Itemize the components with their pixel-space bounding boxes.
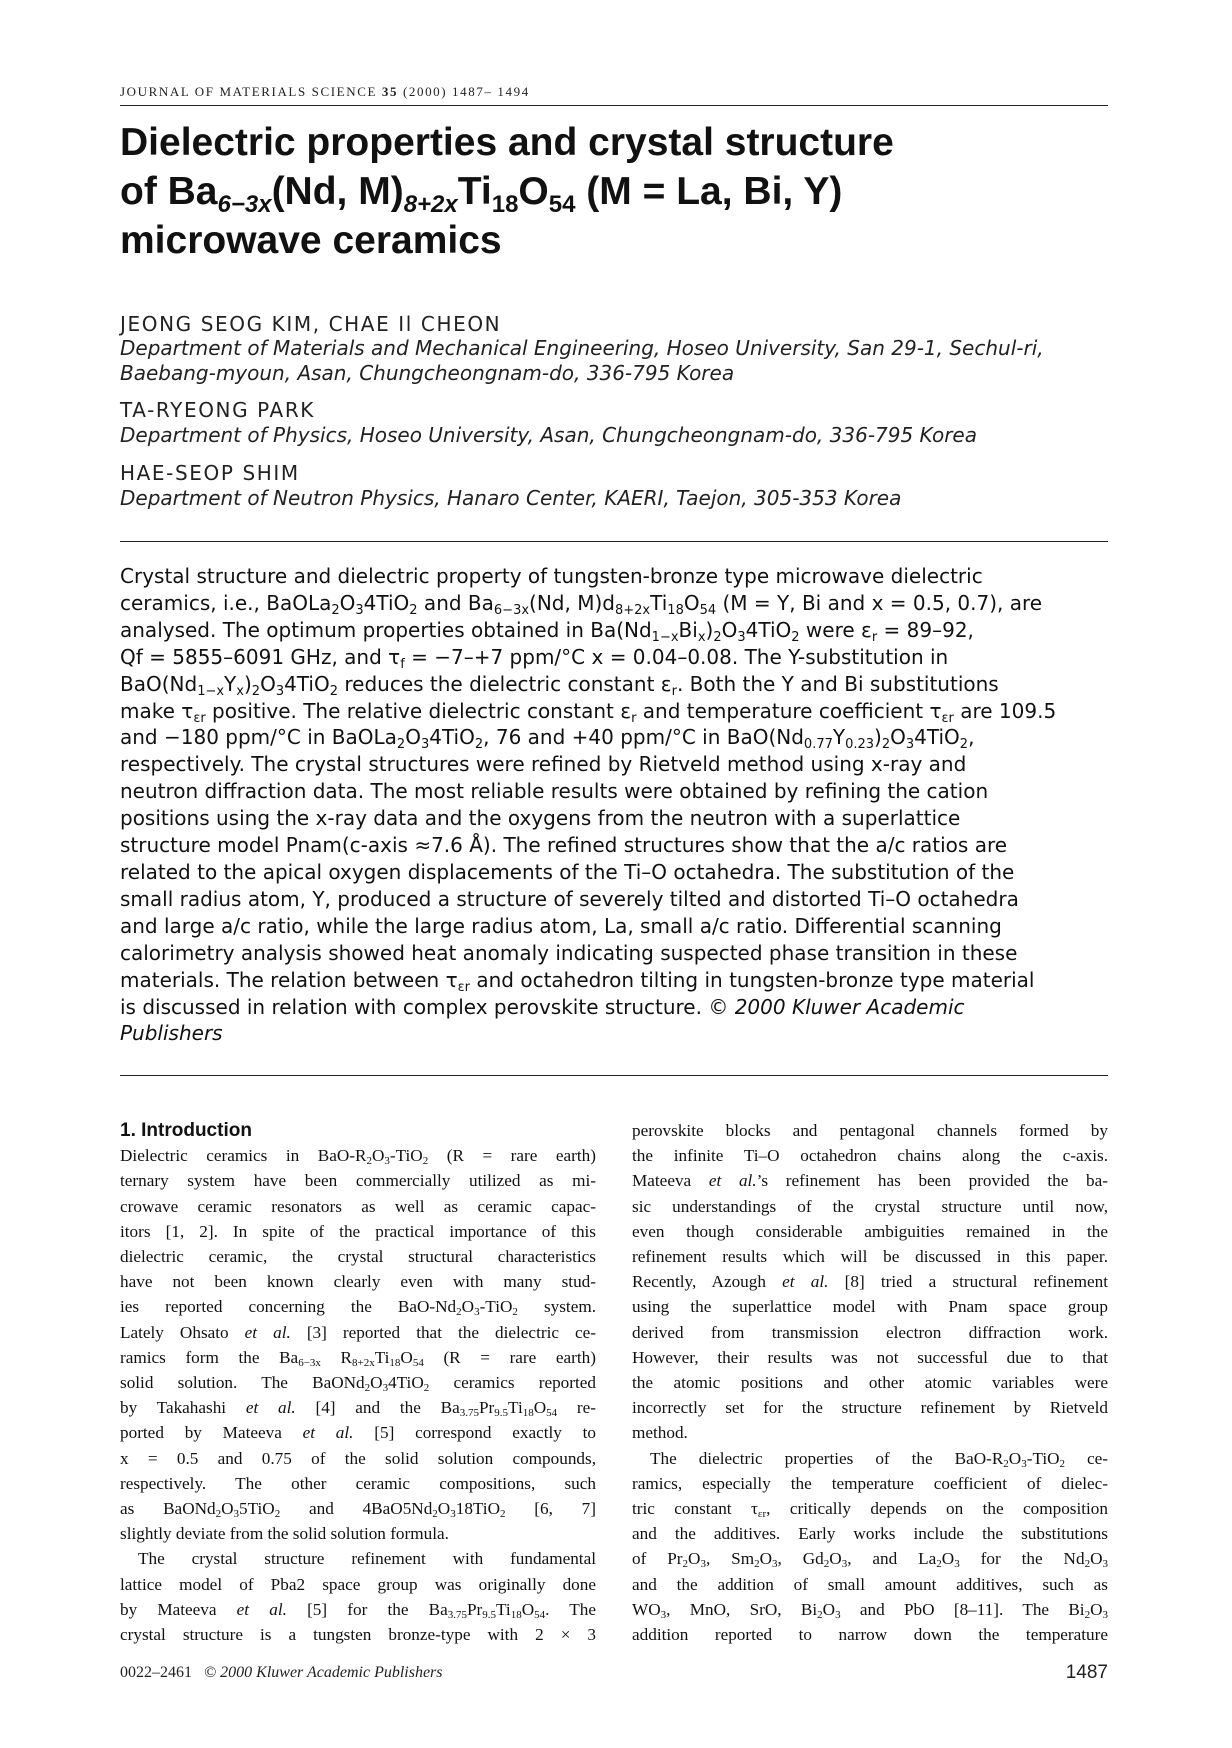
paper-title: Dielectric properties and crystal structure of $Ba_{6-3x}(Nd$, $M)_{8+2x}Ti_{18}O_{54}$ (M = La, Bi, Y) microwave ceramics	[120, 121, 894, 262]
author-affiliation: Department of Physics, Hoseo University, Asan, Chungcheongnam-do, 336-795 Korea	[120, 423, 977, 447]
author-names: JEONG SEOG KIM, CHAE Il CHEON	[120, 312, 502, 336]
page-number: 1487	[1065, 1662, 1108, 1683]
journal-volume: 35	[381, 84, 399, 99]
footer-copyright: © 2000 Kluwer Academic Publishers	[204, 1664, 443, 1681]
abstract-bottom-rule	[120, 1075, 1108, 1076]
author-affiliation: Department of Materials and Mechanical Engineering, Hoseo University, San 29-1, Sechul-ri, Baebang-myoun, Asan, Chungcheongnam-do, 336-795 Korea	[120, 336, 1044, 385]
footer-issn: 0022–2461 © 2000 Kluwer Academic Publishers	[120, 1664, 443, 1681]
journal-header: JOURNAL OF MATERIALS SCIENCE 35 (2000) 1487– 1494	[120, 84, 530, 99]
author-affiliation: Department of Neutron Physics, Hanaro Center, KAERI, Taejon, 305-353 Korea	[120, 486, 902, 510]
body-left-column: 1. Introduction Dielectric ceramics in BaO-$R_2O_3-TiO_2$ (R = rare earth) ternary system have been commercially utilized as mi- crowave ceramic resonators as well as ceramic capac- itors [1, 2]. In spite of the practical importance of this dielectric ceramic, the crystal structural characteristics have not been known clearly even with many stud- ies reported concerning the BaO-$Nd_2O_3-TiO_2$ system. Lately Ohsato et al. [3] reported that the dielectric ce- ramics form the $Ba_{6-3x}$ $R_{8+2x}Ti_{18}O_{54}$ (R = rare earth) solid solution. The $BaONd_2O_34TiO_2$ ceramics reported by Takahashi et al. [4] and the $Ba_{3.75}Pr_{9.5}Ti_{18}O_{54}$ re- ported by Mateeva et al. [5] correspond exactly to x = 0.5 and 0.75 of the solid solution compounds, respectively. The other ceramic compositions, such as $BaONd_2O_35TiO_2$ and $4BaO5Nd_2O_318TiO_2$ [6, 7] slightly deviate from the solid solution formula. The crystal structure refinement with fundamental lattice model of Pba2 space group was originally done by Mateeva et al. [5] for the $Ba_{3.75}Pr_{9.5}Ti_{18}O_{54}$. The crystal structure is a tungsten bronze-type with 2 × 3	[120, 1120, 596, 1645]
header-rule	[120, 105, 1108, 106]
author-names: TA-RYEONG PARK	[120, 398, 316, 422]
abstract-top-rule	[120, 541, 1108, 542]
section-heading: 1. Introduction	[120, 1120, 252, 1141]
abstract: Crystal structure and dielectric property of tungsten-bronze type microwave dielectric ceramics, i.e., $BaOLa_2O_34TiO_2$ and $Ba_{6-3x}(Nd$, $M)d_{8+2x}Ti_{18}O_{54}$ (M = Y, Bi and x = 0.5, 0.7), are analysed. The optimum properties obtained in $Ba(Nd_{1-x}Bi_x)_2O_34TiO_2$ were $\varepsilon_r = 89-92$, Qf = 5855–6091 GHz, and $\tau_f = -7-+7$ ppm/°C x = 0.04–0.08. The Y-substitution in $BaO(Nd_{1-x}Y_x)_2O_34TiO_2$ reduces the dielectric constant $\varepsilon_r$. Both the Y and Bi substitutions make $\tau_{\varepsilon r}$ positive. The relative dielectric constant $\varepsilon_r$ and temperature coefficient $\tau_{\varepsilon r}$ are 109.5 and −180 ppm/°C in $BaOLa_2O_34TiO_2$, 76 and +40 ppm/°C in $BaO(Nd_{0.77}Y_{0.23})_2O_34TiO_2$, respectively. The crystal structures were refined by Rietveld method using x-ray and neutron diffraction data. The most reliable results were obtained by refining the cation positions using the x-ray data and the oxygens from the neutron with a superlattice structure model Pnam(c-axis ≈7.6 Å). The refined structures show that the a/c ratios are related to the apical oxygen displacements of the Ti–O octahedra. The substitution of the small radius atom, Y, produced a structure of severely tilted and distorted Ti–O octahedra and large a/c ratio, while the large radius atom, La, small a/c ratio. Differential scanning calorimetry analysis showed heat anomaly indicating suspected phase transition in these materials. The relation between $\tau_{\varepsilon r}$ and octahedron tilting in tungsten-bronze type material is discussed in relation with complex perovskite structure. © 2000 Kluwer Academic Publishers	[120, 564, 1057, 1046]
body-right-column: perovskite blocks and pentagonal channels formed by the infinite Ti–O octahedron chains along the c-axis. Mateeva et al.’s refinement has been provided the ba- sic understandings of the crystal structure until now, even though considerable ambiguities remained in the refinement results which will be discussed in this paper. Recently, Azough et al. [8] tried a structural refinement using the superlattice model with Pnam space group derived from transmission electron diffraction work. However, their results was not successful due to that the atomic positions and other atomic variables were incorrectly set for the structure refinement by Rietveld method. The dielectric properties of the BaO-$R_2O_3-TiO_2$ ce- ramics, especially the temperature coefficient of dielec- tric constant $\tau_{\varepsilon r}$, critically depends on the composition and the additives. Early works include the substitutions of $Pr_2O_3$, $Sm_2O_3$, $Gd_2O_3$, and $La_2O_3$ for the $Nd_2O_3$ and the addition of small amount additives, such as $WO_3$, MnO, SrO, $Bi_2O_3$ and PbO [8–11]. The $Bi_2O_3$ addition reported to narrow down the temperature	[632, 1121, 1108, 1645]
author-names: HAE-SEOP SHIM	[120, 461, 300, 485]
